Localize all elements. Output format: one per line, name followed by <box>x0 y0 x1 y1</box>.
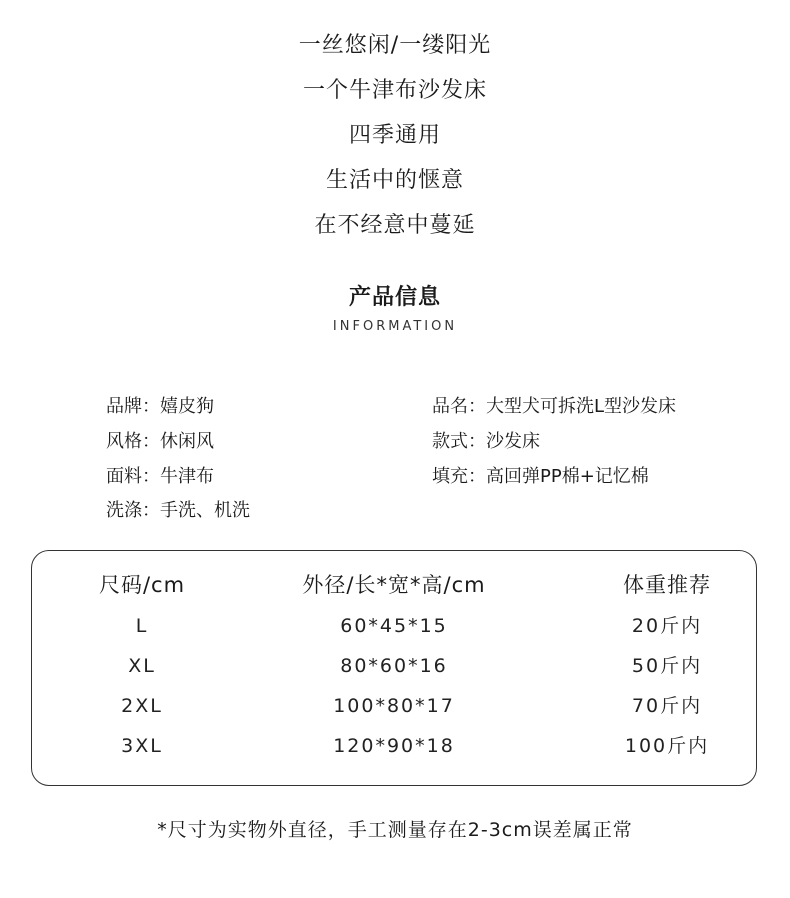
info-filling-label: 填充： <box>432 466 486 487</box>
info-type-value: 沙发床 <box>486 431 540 452</box>
info-washing <box>106 499 250 523</box>
poem-line-5: 在不经意中蔓延 <box>314 213 476 238</box>
size-column <box>72 570 212 766</box>
size-header: 尺码/cm <box>98 573 186 597</box>
info-product-name-value: 大型犬可拆洗L型沙发床 <box>486 396 677 417</box>
weight-column <box>592 570 742 766</box>
weight-cell-l: 20斤内 <box>631 615 703 637</box>
dimension-header: 外径/长*宽*高/cm <box>302 573 486 597</box>
info-filling <box>432 465 649 489</box>
info-washing-value: 手洗、机洗 <box>160 500 250 521</box>
size-cell-xl: XL <box>128 655 156 677</box>
poem <box>0 28 790 253</box>
info-washing-label: 洗涤： <box>106 500 160 521</box>
weight-cell-xl: 50斤内 <box>631 655 703 677</box>
info-brand <box>106 395 214 419</box>
info-brand-value: 嬉皮狗 <box>160 396 214 417</box>
weight-cell-3xl: 100斤内 <box>624 735 710 757</box>
weight-cell-2xl: 70斤内 <box>631 695 703 717</box>
dimension-cell-xl: 80*60*16 <box>340 655 448 677</box>
size-cell-2xl: 2XL <box>121 695 163 717</box>
poem-line-1: 一丝悠闲/一缕阳光 <box>298 33 492 58</box>
section-title: 产品信息 <box>348 285 441 310</box>
poem-line-4: 生活中的惬意 <box>325 168 464 193</box>
info-style-value: 休闲风 <box>160 431 214 452</box>
info-product-name-label: 品名： <box>432 396 486 417</box>
info-type-label: 款式： <box>432 431 486 452</box>
measurement-note: *尺寸为实物外直径，手工测量存在2-3cm误差属正常 <box>157 819 633 841</box>
info-fabric <box>106 465 214 489</box>
info-fabric-value: 牛津布 <box>160 466 214 487</box>
size-cell-l: L <box>135 615 149 637</box>
info-brand-label: 品牌： <box>106 396 160 417</box>
info-product-name <box>432 395 676 419</box>
info-style <box>106 430 214 454</box>
info-type <box>432 430 540 454</box>
info-style-label: 风格： <box>106 431 160 452</box>
poem-line-3: 四季通用 <box>348 123 441 148</box>
section-subtitle: INFORMATION <box>332 319 458 334</box>
info-fabric-label: 面料： <box>106 466 160 487</box>
info-filling-value: 高回弹PP棉+记忆棉 <box>486 466 649 487</box>
dimension-cell-l: 60*45*15 <box>340 615 448 637</box>
size-table <box>31 550 757 786</box>
dimension-cell-2xl: 100*80*17 <box>333 695 455 717</box>
size-cell-3xl: 3XL <box>121 735 163 757</box>
weight-header: 体重推荐 <box>623 573 711 597</box>
poem-line-2: 一个牛津布沙发床 <box>302 78 487 103</box>
dimension-column <box>254 570 534 766</box>
dimension-cell-3xl: 120*90*18 <box>333 735 455 757</box>
